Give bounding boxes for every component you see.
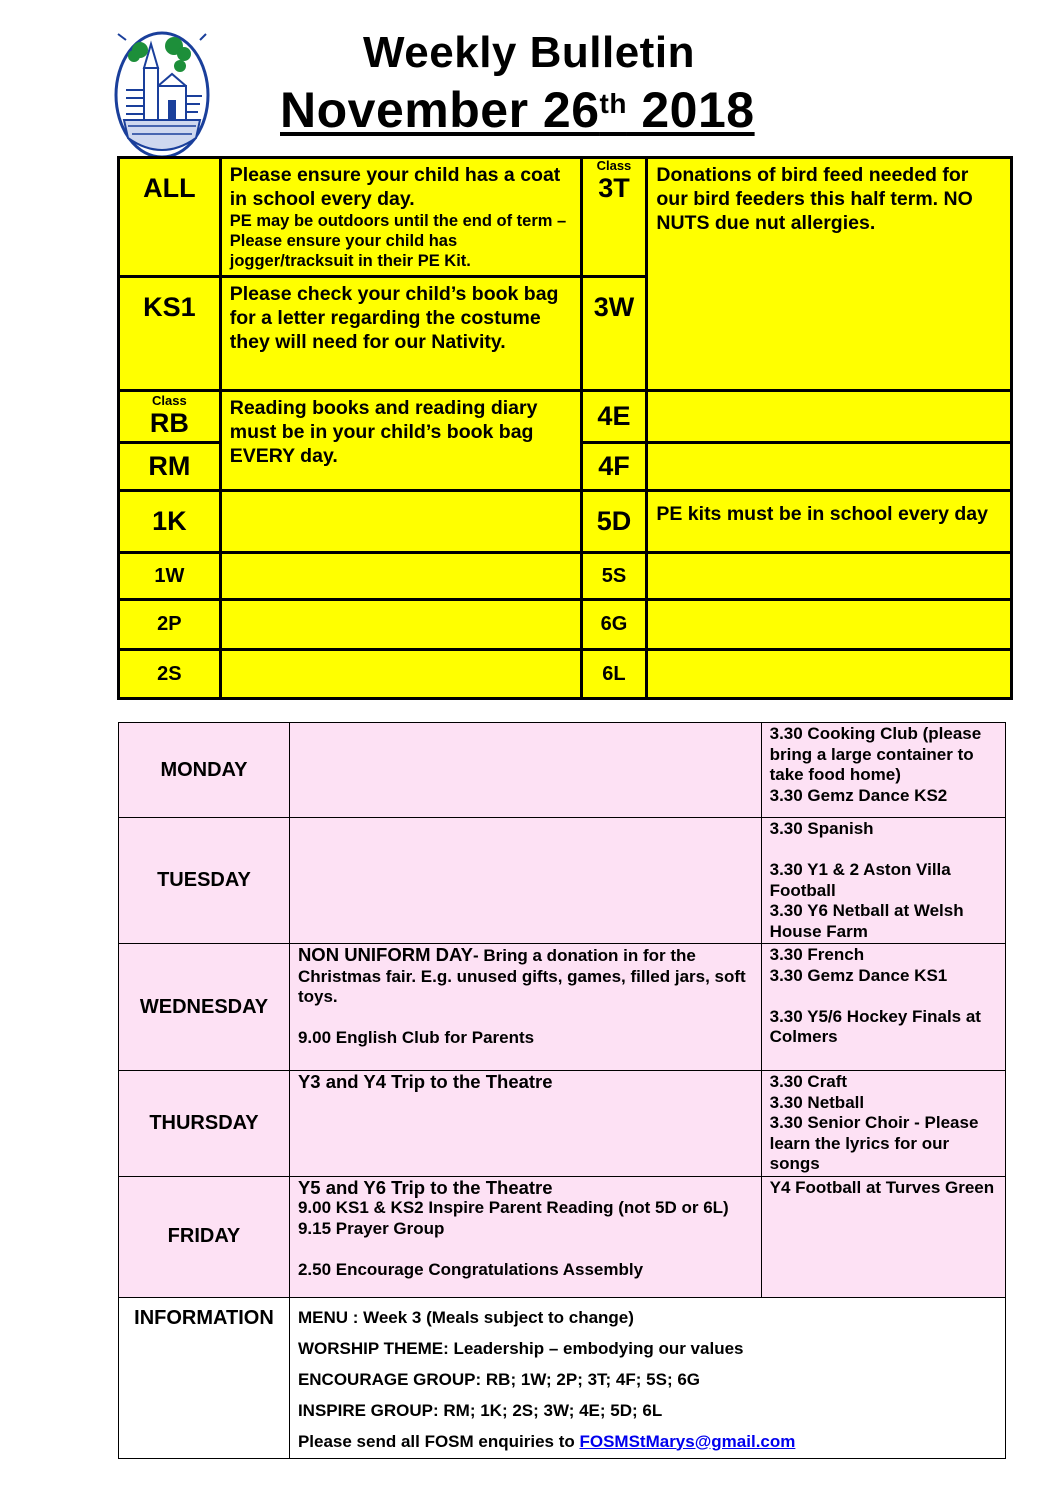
class-all-label: ALL <box>143 173 196 203</box>
event-heading: Y5 and Y6 Trip to the Theatre <box>297 1176 553 1198</box>
information-label: INFORMATION <box>119 1297 290 1458</box>
class-ks1-label: KS1 <box>143 292 196 322</box>
day-friday: FRIDAY <box>119 1176 290 1297</box>
class-5s <box>581 553 647 600</box>
class-1w <box>119 553 221 600</box>
class-1k-message <box>220 491 581 553</box>
class-6l <box>581 650 647 699</box>
class-5s-message <box>647 553 1012 600</box>
class-rb-message: Reading books and reading diary must be in your child’s book bag EVERY day. <box>220 391 581 491</box>
wednesday-clubs <box>761 944 1005 1071</box>
class-3t-message: Donations of bird feed needed for our bird feeders this half term. NO NUTS due nut allergies. <box>647 158 1012 391</box>
event-spacer <box>298 1239 753 1260</box>
class-word: Class <box>596 158 632 173</box>
bulletin-date <box>280 82 755 138</box>
non-uniform-details: - Bring a donation in for the Christmas fair. E.g. unused gifts, games, filled jars, soft toys. <box>297 946 746 1006</box>
class-4f-message <box>647 443 1012 491</box>
class-4e <box>581 391 647 443</box>
club-item: 3.30 Netball <box>769 1092 865 1112</box>
class-6g-message <box>647 600 1012 650</box>
day-tuesday: TUESDAY <box>119 818 290 944</box>
event-item: 9.15 Prayer Group <box>297 1218 445 1238</box>
class-1k-label: 1K <box>152 506 187 536</box>
class-3t-label: 3T <box>598 173 630 203</box>
class-5d-message: PE kits must be in school every day <box>647 491 1012 553</box>
thursday-events <box>289 1071 761 1177</box>
wednesday-notice <box>298 945 753 1008</box>
class-5s-label: 5S <box>601 564 627 587</box>
friday-clubs <box>761 1176 1005 1297</box>
class-4e-label: 4E <box>597 401 631 431</box>
class-6l-label: 6L <box>602 662 626 685</box>
class-1w-message <box>220 553 581 600</box>
class-6g-label: 6G <box>600 613 628 635</box>
class-2s-message <box>220 650 581 699</box>
class-2p-message <box>220 600 581 650</box>
tuesday-events <box>289 818 761 944</box>
class-all <box>119 158 221 277</box>
class-2s-label: 2S <box>157 662 182 685</box>
event-item: 2.50 Encourage Congratulations Assembly <box>297 1259 644 1279</box>
day-wednesday: WEDNESDAY <box>119 944 290 1071</box>
club-spacer <box>770 840 997 861</box>
class-2p <box>119 600 221 650</box>
date-suffix: th <box>599 88 627 119</box>
date-year: 2018 <box>626 82 755 138</box>
club-item: Y4 Football at Turves Green <box>769 1177 995 1197</box>
fosm-text: Please send all FOSM enquiries to <box>297 1431 580 1451</box>
class-rm <box>119 443 221 491</box>
bulletin-title: Weekly Bulletin <box>363 28 695 77</box>
menu-info: MENU : Week 3 (Meals subject to change) <box>297 1307 634 1327</box>
club-item: 3.30 Y6 Netball at Welsh House Farm <box>769 901 964 941</box>
event-item: 9.00 KS1 & KS2 Inspire Parent Reading (not 5D or 6L) <box>297 1198 729 1217</box>
class-5d-label: 5D <box>596 506 632 536</box>
friday-events <box>289 1176 761 1297</box>
club-item: 3.30 French <box>769 945 865 964</box>
class-notices-table <box>117 156 1013 700</box>
worship-theme: WORSHIP THEME: Leadership – embodying our values <box>297 1338 744 1358</box>
class-rb-label: RB <box>149 408 189 438</box>
club-item: 3.30 Cooking Club (please bring a large container to take food home) <box>769 724 982 784</box>
encourage-group: ENCOURAGE GROUP: RB; 1W; 2P; 3T; 4F; 5S; 6G <box>297 1369 701 1389</box>
club-item: 3.30 Spanish <box>769 819 874 838</box>
class-4f <box>581 443 647 491</box>
class-6l-message <box>647 650 1012 699</box>
class-ks1-message: Please check your child’s book bag for a letter regarding the costume they will need for our Nativity. <box>220 277 581 391</box>
event-spacer <box>298 1008 753 1029</box>
tuesday-clubs <box>761 818 1005 944</box>
class-2p-label: 2P <box>157 613 182 635</box>
club-spacer <box>770 986 997 1007</box>
class-2s <box>119 650 221 699</box>
class-4f-label: 4F <box>598 451 630 481</box>
class-5d <box>581 491 647 553</box>
date-text: November 26 <box>280 82 600 138</box>
class-rm-label: RM <box>148 451 191 481</box>
inspire-group: INSPIRE GROUP: RM; 1K; 2S; 3W; 4E; 5D; 6L <box>297 1400 663 1420</box>
information-content <box>289 1297 1005 1458</box>
class-1w-label: 1W <box>154 564 185 587</box>
club-item: 3.30 Y1 & 2 Aston Villa Football <box>769 860 951 900</box>
class-ks1 <box>119 277 221 391</box>
club-item: 3.30 Craft <box>769 1072 848 1091</box>
non-uniform-heading: NON UNIFORM DAY <box>297 944 474 965</box>
day-thursday: THURSDAY <box>119 1071 290 1177</box>
monday-events <box>289 723 761 818</box>
fosm-email-link[interactable]: FOSMStMarys@gmail.com <box>579 1431 796 1451</box>
class-3w-label: 3W <box>593 292 635 322</box>
wednesday-events <box>289 944 761 1071</box>
event-item: Y3 and Y4 Trip to the Theatre <box>297 1071 553 1092</box>
club-item: 3.30 Gemz Dance KS1 <box>769 965 948 985</box>
club-item: 3.30 Senior Choir - Please learn the lyrics for our songs <box>769 1113 979 1173</box>
weekly-schedule-table <box>118 722 1006 1459</box>
day-monday: MONDAY <box>119 723 290 818</box>
class-6g <box>581 600 647 650</box>
monday-clubs <box>761 723 1005 818</box>
class-3t <box>581 158 647 277</box>
all-msg-small: PE may be outdoors until the end of term – Please ensure your child has jogger/tracksuit in their PE Kit. <box>229 212 567 270</box>
club-item: 3.30 Gemz Dance KS2 <box>769 785 948 805</box>
event-item: 9.00 English Club for Parents <box>297 1028 535 1047</box>
class-all-message <box>220 158 581 277</box>
class-3w <box>581 277 647 391</box>
class-word: Class <box>152 393 187 408</box>
thursday-clubs <box>761 1071 1005 1177</box>
class-4e-message <box>647 391 1012 443</box>
club-item: 3.30 Y5/6 Hockey Finals at Colmers <box>769 1006 981 1046</box>
class-rb <box>119 391 221 443</box>
all-msg-main: Please ensure your child has a coat in school every day. <box>229 164 561 210</box>
class-1k <box>119 491 221 553</box>
fosm-line <box>298 1426 997 1457</box>
